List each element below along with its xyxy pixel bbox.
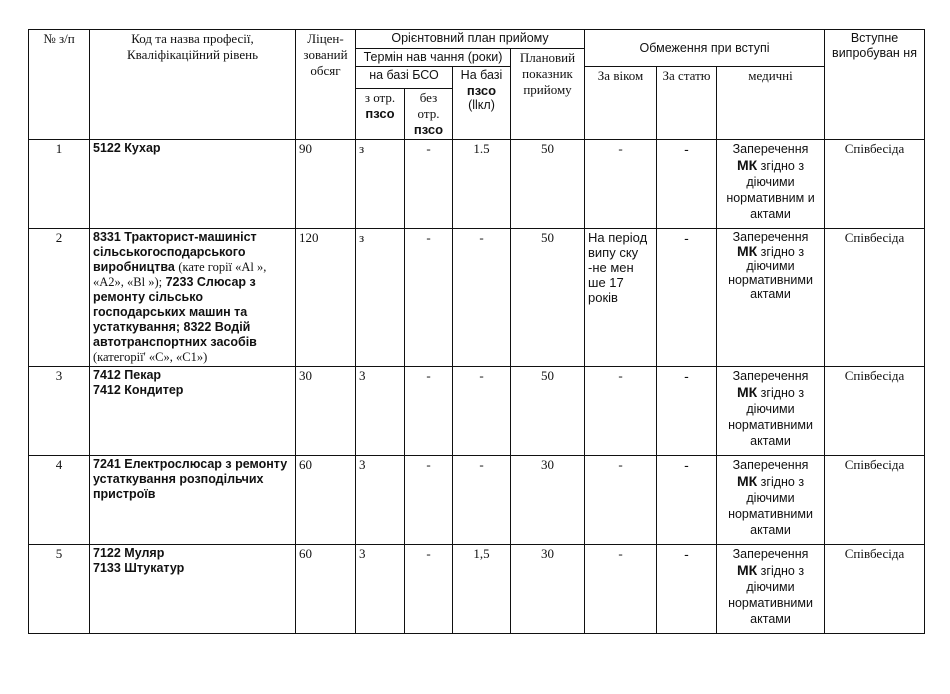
header-without-pzso-line2: пзсо: [413, 122, 444, 137]
row-term-without: -: [405, 545, 453, 634]
row-entrance: Співбесіда: [825, 545, 925, 634]
row-medical: [717, 545, 825, 634]
row-licensed: 120: [296, 229, 356, 367]
table-row: [29, 367, 925, 456]
row-sex: -: [657, 545, 717, 634]
table-row: [29, 456, 925, 545]
header-without-pzso-line1: без отр.: [417, 90, 440, 121]
profession-name: 5122 Кухар: [93, 141, 161, 155]
table-row: [29, 229, 925, 367]
row-profession: [90, 367, 296, 456]
row-term-with: 3: [356, 456, 405, 545]
row-planned: 30: [511, 456, 585, 545]
profession-name-b: 7133 Штукатур: [93, 561, 185, 575]
header-base-pzso-line2: пзсо: [466, 83, 497, 98]
profession-note-b: (кате горії «Al », «А2», «Bl »);: [93, 260, 267, 289]
medical-text-b: згідно з діючими нормативними актами: [728, 386, 813, 448]
row-medical: [717, 456, 825, 545]
header-term: Термін нав чання (роки): [356, 49, 511, 67]
header-with-pzso: [356, 89, 405, 140]
profession-name-b: 7412 Кондитер: [93, 383, 184, 397]
medical-text-b: згідно з діючими нормативними актами: [728, 245, 813, 301]
row-licensed: 90: [296, 140, 356, 229]
row-age: -: [585, 140, 657, 229]
medical-mk: МК: [736, 384, 758, 400]
row-term-without: -: [405, 456, 453, 545]
profession-name-a: 7122 Муляр: [93, 546, 165, 560]
medical-text-b: згідно з діючими нормативними актами: [728, 475, 813, 537]
row-medical: [717, 229, 825, 367]
row-sex: -: [657, 140, 717, 229]
row-entrance: Співбесіда: [825, 456, 925, 545]
header-base-pzso: [453, 67, 511, 140]
header-without-pzso: [405, 89, 453, 140]
header-code-name: Код та назва професії, Кваліфікаційний рівень: [90, 30, 296, 140]
header-sex: За статю: [657, 67, 717, 140]
row-sex: -: [657, 229, 717, 367]
row-term-without: -: [405, 367, 453, 456]
row-term-with: 3: [356, 367, 405, 456]
profession-name: 7241 Електрослюсар з ремонту устаткування розподільчих пристроїв: [93, 457, 288, 501]
row-licensed: 60: [296, 545, 356, 634]
row-term-base: 1.5: [453, 140, 511, 229]
header-base-pzso-line3: (llкл): [468, 98, 495, 112]
row-term-base: -: [453, 456, 511, 545]
row-term-with: з: [356, 140, 405, 229]
header-row-1: [29, 30, 925, 49]
header-age: За віком: [585, 67, 657, 140]
row-term-base: -: [453, 367, 511, 456]
header-entrance: Вступне випробуван ня: [825, 30, 925, 140]
profession-name-d: автотранспортних засобів: [93, 335, 257, 349]
row-profession: [90, 545, 296, 634]
row-licensed: 60: [296, 456, 356, 545]
header-restrictions: Обмеження при вступі: [585, 30, 825, 67]
header-bso: на базі БСО: [356, 67, 453, 89]
table-row: [29, 545, 925, 634]
row-num: 2: [29, 229, 90, 367]
row-planned: 50: [511, 367, 585, 456]
medical-text-a: Заперечення: [732, 230, 809, 244]
row-age: На період випу ску -не мен ше 17 років: [585, 229, 657, 367]
row-term-without: -: [405, 229, 453, 367]
row-planned: 50: [511, 140, 585, 229]
header-plan: Орієнтовний план прийому: [356, 30, 585, 49]
medical-text-a: Заперечення: [732, 369, 809, 383]
header-with-pzso-line1: з отр.: [364, 90, 396, 105]
medical-text-a: Заперечення: [732, 547, 809, 561]
row-age: -: [585, 545, 657, 634]
row-profession: [90, 229, 296, 367]
row-entrance: Співбесіда: [825, 140, 925, 229]
row-profession: [90, 456, 296, 545]
medical-text-b: згідно з діючими нормативними актами: [728, 564, 813, 626]
admission-plan-table: [28, 29, 925, 634]
row-age: -: [585, 456, 657, 545]
row-num: 5: [29, 545, 90, 634]
row-term-with: з: [356, 229, 405, 367]
profession-name-c: 7233 Слюсар з ремонту сільсько господарських машин та устаткування; 8322 Водій: [93, 275, 256, 334]
profession-name-a: 7412 Пекар: [93, 368, 162, 382]
header-licensed: Ліцен-зований обсяг: [296, 30, 356, 140]
row-term-base: 1,5: [453, 545, 511, 634]
medical-text-b: згідно з діючими нормативним и актами: [726, 159, 815, 221]
medical-mk: МК: [736, 243, 758, 259]
medical-mk: МК: [736, 473, 758, 489]
row-medical: [717, 140, 825, 229]
row-licensed: 30: [296, 367, 356, 456]
row-entrance: Співбесіда: [825, 367, 925, 456]
header-medical: медичні: [717, 67, 825, 140]
row-medical: [717, 367, 825, 456]
row-planned: 30: [511, 545, 585, 634]
row-term-with: 3: [356, 545, 405, 634]
row-age: -: [585, 367, 657, 456]
header-base-pzso-line1: На базі: [460, 68, 503, 82]
medical-mk: МК: [736, 157, 758, 173]
medical-text-a: Заперечення: [732, 142, 809, 156]
row-term-base: -: [453, 229, 511, 367]
medical-text-a: Заперечення: [732, 458, 809, 472]
header-num: № з/п: [29, 30, 90, 140]
medical-mk: МК: [736, 562, 758, 578]
row-planned: 50: [511, 229, 585, 367]
profession-note-e: (категорії' «С», «С1»): [93, 350, 208, 364]
row-num: 3: [29, 367, 90, 456]
row-entrance: Співбесіда: [825, 229, 925, 367]
table-row: [29, 140, 925, 229]
row-num: 1: [29, 140, 90, 229]
row-term-without: -: [405, 140, 453, 229]
header-with-pzso-line2: пзсо: [365, 106, 395, 121]
row-num: 4: [29, 456, 90, 545]
row-sex: -: [657, 367, 717, 456]
header-planned: Плановий показник прийому: [511, 49, 585, 140]
row-sex: -: [657, 456, 717, 545]
row-profession: [90, 140, 296, 229]
profession-name-a: 8331 Тракторист-машиніст сільськогосподарського виробництва: [93, 230, 257, 274]
